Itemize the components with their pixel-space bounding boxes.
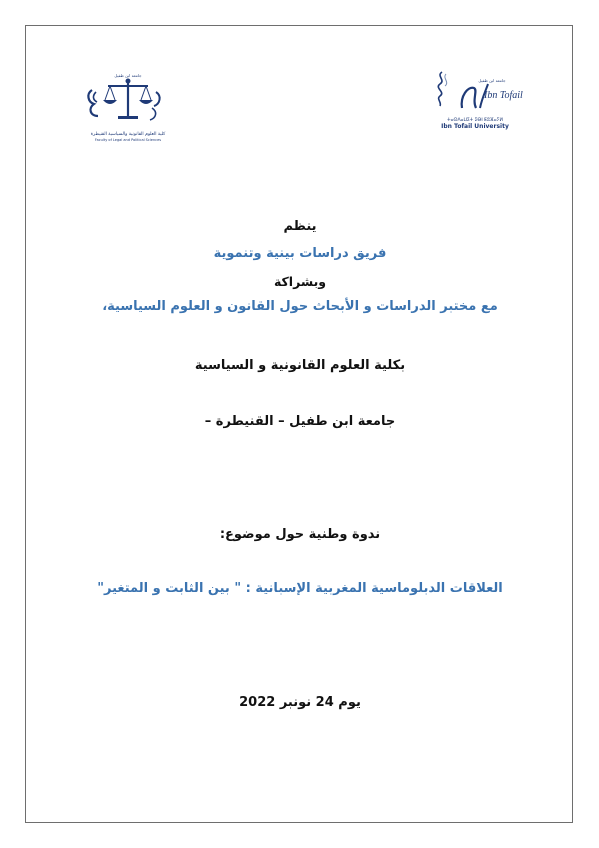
university-logo <box>432 68 523 138</box>
university-logo-caption-ar: جامعة ابن طفيل <box>478 78 506 83</box>
university-logo-tifinagh: ⵜⴰⵙⴷⴰⵡⵉⵜ ⵉⴱⵏ ⵟⵓⴼⴰⵢⵍ <box>447 118 503 123</box>
topic-line: العلاقات الدبلوماسية المغربية الإسبانية : " بين الثابت و المتغير" <box>97 581 503 596</box>
faculty-line: بكلية العلوم القانونية و السياسية <box>194 358 406 373</box>
partnership-line: وبشراكة <box>273 274 327 289</box>
university-logo-english: Ibn Tofail University <box>441 123 509 130</box>
university-emblem-icon <box>432 68 523 114</box>
faculty-logo-top-text: جامعة ابن طفيل <box>114 73 142 78</box>
university-logo-latin: Ibn Tofail <box>484 90 523 101</box>
organizes-line: ينظم <box>283 219 317 234</box>
university-line: جامعة ابن طفيل – القنيطرة – <box>204 414 396 429</box>
symposium-line: ندوة وطنية حول موضوع: <box>219 527 381 542</box>
date-line: يوم 24 نونبر 2022 <box>239 695 361 710</box>
scales-of-justice-icon <box>80 72 176 128</box>
faculty-logo-caption-ar: كلية العلوم القانونية والسياسية القنيطرة <box>90 132 166 137</box>
faculty-logo-caption-en: Faculty of Legal and Political Sciences <box>94 138 162 142</box>
lab-line: مع مختبر الدراسات و الأبحاث حول القانون و العلوم السياسية، <box>102 299 498 314</box>
team-line: فريق دراسات بينية وتنموية <box>213 246 387 261</box>
faculty-logo <box>80 72 176 144</box>
